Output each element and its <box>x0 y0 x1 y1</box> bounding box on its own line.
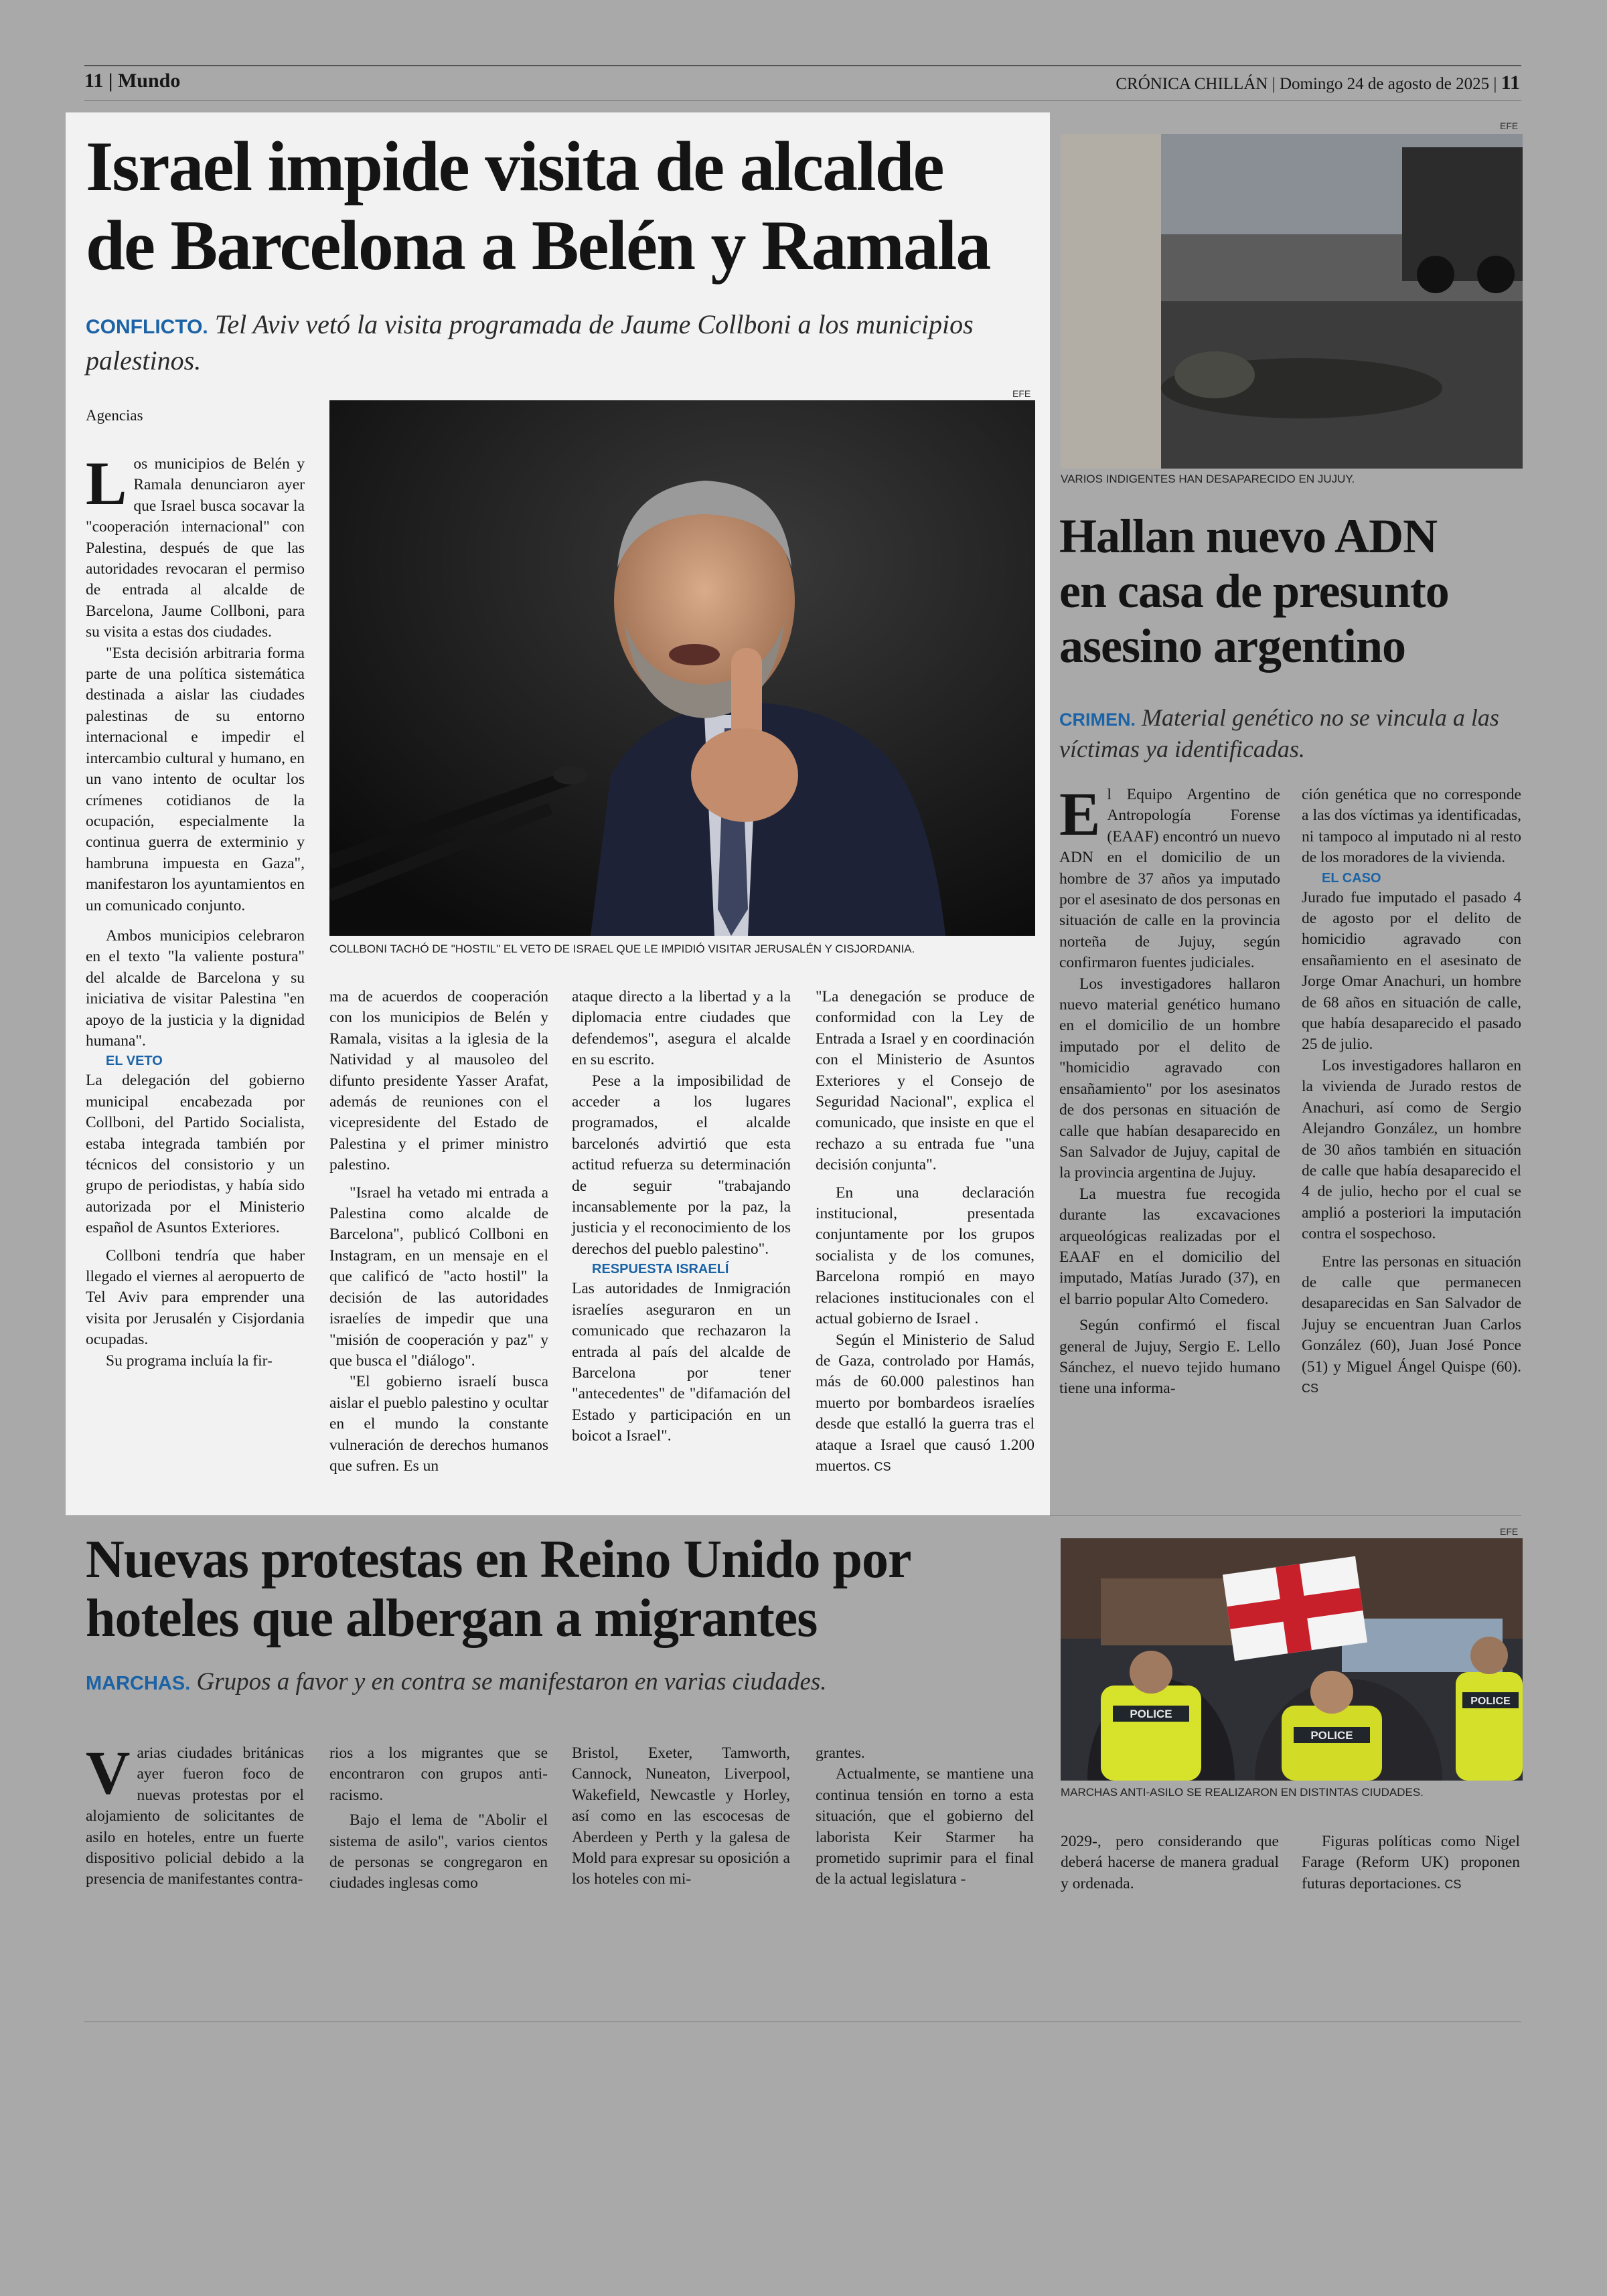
story1-col1-p2: "Esta decisión arbitraria forma parte de una política sistemática destinada a aislar las ciudades palestinas de su entorno internacional e impedir el intercambio cultural y humano, en un vano intento de ocultar los crímenes cotidianos de la ocupación, especialmente la continua guerra de exterminio y hambruna impuesta en Gaza", manifestaron los ayuntamientos en un comunicado conjunto. <box>86 644 305 914</box>
story2-col1-p1 <box>1059 780 1280 974</box>
story2-col1-p2: Los investigadores hallaron nuevo material genético humano en el domicilio de un hombre imputado por el delito de "homicidio agravado con ensañamiento" por los asesinatos de dos personas en situación de calle que habían desaparecido en San Salvador de Jujuy, capital de la provincia argentina de Jujuy. <box>1059 975 1280 1182</box>
story3-column-6 <box>1302 1831 1520 1895</box>
story3-column-3 <box>572 1743 790 1890</box>
story3-subhead-text: Grupos a favor y en contra se manifestaron en varias ciudades. <box>196 1668 827 1696</box>
story2-col2-p4 <box>1302 1252 1521 1400</box>
story2-column-1 <box>1059 780 1280 1400</box>
story3-subhead <box>86 1667 1063 1699</box>
story1-col4-p2: En una declaración institucional, presentada conjuntamente por los grupos socialista y de los comunes, Barcelona rompió en mayo relaciones institucionales con el actual gobierno de Israel . <box>816 1183 1035 1328</box>
collboni-photo-art <box>329 400 1035 936</box>
story1-column-3 <box>572 987 791 1447</box>
jujuy-photo-art <box>1061 134 1523 469</box>
story1-col3-p3: Las autoridades de Inmigración israelíes aseguraron en un comunicado que rechazaron la entrada al país del alcalde de Barcelona por tener "antecedentes" de "difamación del Estado y participación en un boicot a Israel". <box>572 1280 791 1445</box>
folio-sep-1: | <box>1272 75 1280 93</box>
story1-headline <box>86 127 1057 285</box>
story1-column-2 <box>329 987 548 1477</box>
story3-col1-p1 <box>86 1738 304 1890</box>
page-folio-left <box>84 70 180 92</box>
police-label-3: POLICE <box>1470 1696 1511 1707</box>
story3-dropcap: V <box>86 1738 131 1807</box>
folio-separator: | <box>108 70 118 92</box>
jujuy-photo <box>1061 134 1523 469</box>
story2-headline-line1: Hallan nuevo ADN <box>1059 509 1438 563</box>
story2-dropcap: E <box>1059 780 1101 848</box>
story1-byline: Agencias <box>86 407 143 424</box>
story3-col6-p1 <box>1302 1831 1520 1895</box>
story1-column-1 <box>86 449 305 1372</box>
story2-photo-caption: VARIOS INDIGENTES HAN DESAPARECIDO EN JUJUY. <box>1061 473 1355 485</box>
story1-photo-caption: COLLBONI TACHÓ DE "HOSTIL" EL VETO DE ISRAEL QUE LE IMPIDIÓ VISITAR JERUSALÉN Y CISJORDANIA. <box>329 942 915 955</box>
story1-col1-p4: La delegación del gobierno municipal encabezada por Collboni, del Partido Socialista, estaba integrada también por técnicos del consistorio y un grupo de periodistas, y había sido autorizada por el Ministerio español de Asuntos Exteriores. <box>86 1072 305 1237</box>
story1-col1-p1 <box>86 449 305 643</box>
police-label-2: POLICE <box>1310 1729 1353 1742</box>
story2-subhead-text: Material genético no se vincula a las víctimas ya identificadas. <box>1059 704 1499 762</box>
story1-col3-p1: ataque directo a la libertad y a la diplomacia entre ciudades que defendemos", asegura el alcalde en su escrito. <box>572 988 791 1069</box>
section-respuesta-israeli: RESPUESTA ISRAELÍ <box>592 1262 729 1277</box>
section-el-veto: EL VETO <box>106 1054 163 1069</box>
story1-col1-p6: Su programa incluía la fir- <box>106 1351 273 1370</box>
story3-column-1 <box>86 1738 304 1890</box>
story2-col1-p4: Según confirmó el fiscal general de Jujuy, Sergio E. Lello Sánchez, el nuevo tejido humano tiene una informa- <box>1059 1317 1280 1398</box>
paper-name: CRÓNICA CHILLÁN <box>1116 75 1268 93</box>
section-name: Mundo <box>117 70 181 92</box>
story2-col2-p2: Jurado fue imputado el pasado 4 de agosto por el delito de homicidio agravado con ensañamiento en el asesinato de Jorge Omar Anachuri, un hombre de 68 años en situación de calle, que había desaparecido el pasado 25 de julio. <box>1302 888 1521 1054</box>
story2-col2-p4-text: Entre las personas en situación de calle que permanecen desaparecidas en San Salvador de Jujuy se encuentran Juan Carlos González (60), Juan José Ponce (51) y Miguel Ángel Quispe (60). <box>1302 1252 1521 1376</box>
story1-end-mark: CS <box>874 1459 891 1473</box>
story3-kicker: MARCHAS. <box>86 1673 191 1694</box>
page-number-right: 11 <box>1501 72 1520 94</box>
story2-subhead <box>1059 703 1521 764</box>
story3-col2-p2: Bajo el lema de "Abolir el sistema de asilo", varios cientos de personas se congregaron en ciudades inglesas como <box>329 1811 548 1892</box>
story1-col4-p3 <box>816 1330 1035 1478</box>
story2-column-2 <box>1302 785 1521 1399</box>
story1-col4-p1: "La denegación se produce de conformidad con la Ley de Entrada a Israel y en coordinación con el Ministerio de Asuntos Exteriores y el Consejo de Seguridad Nacional", explica el comunicado, que insiste en que el rechazo a su entrada fue "una decisión conjunta". <box>816 988 1035 1174</box>
story3-col5-p1: 2029-, pero considerando que deberá hacerse de manera gradual y ordenada. <box>1061 1833 1279 1892</box>
story3-end-mark: CS <box>1444 1877 1462 1891</box>
story3-headline-line1: Nuevas protestas en Reino Unido por <box>86 1530 911 1589</box>
story3-col4-p1: grantes. <box>816 1744 865 1762</box>
story1-subhead-text: Tel Aviv vetó la visita programada de Jaume Collboni a los municipios palestinos. <box>86 309 974 376</box>
story3-photo-caption: MARCHAS ANTI-ASILO SE REALIZARON EN DISTINTAS CIUDADES. <box>1061 1786 1424 1799</box>
collboni-photo <box>329 400 1035 936</box>
story1-col1-p3: Ambos municipios celebraron en el texto "la valiente postura" del alcalde de Barcelona y su iniciativa de visitar Palestina "en apoyo de la justicia y la dignidad humana". <box>86 926 305 1050</box>
story2-kicker: CRIMEN. <box>1059 710 1136 730</box>
story1-subhead <box>86 308 1030 378</box>
story1-col4-p3-text: Según el Ministerio de Salud de Gaza, controlado por Hamás, más de 60.000 palestinos han muerto por bombardeos israelíes desde que estalló la guerra tras el ataque a Israel que causó 1.200 muertos. <box>816 1331 1035 1475</box>
story3-col1-p1-text: arias ciudades británicas ayer fueron foco de nuevas protestas por el alojamiento de solicitantes de asilo en hoteles, entre un fuerte dispositivo policial debido a la presencia de manifestantes contra- <box>86 1744 304 1888</box>
issue-date: Domingo 24 de agosto de 2025 <box>1279 75 1490 93</box>
story2-end-mark: CS <box>1302 1381 1319 1395</box>
story1-kicker: CONFLICTO. <box>86 316 208 338</box>
story2-col2-p1: ción genética que no corresponde a las dos víctimas ya identificadas, ni tampoco al imputado ni al resto de los moradores de la vivienda. <box>1302 786 1521 867</box>
story1-col2-p2: "Israel ha vetado mi entrada a Palestina como alcalde de Barcelona", publicó Collboni en Instagram, en un mensaje en el que calificó de "acto hostil" la decisión de las autoridades israelíes de impedir que una "misión de cooperación y paz" y que busca el "diálogo". <box>329 1183 548 1370</box>
header-rule-top <box>84 65 1521 66</box>
story1-dropcap: L <box>86 449 127 517</box>
header-rule-bottom <box>84 100 1521 101</box>
story1-column-4 <box>816 987 1035 1477</box>
story3-headline-line2: hoteles que albergan a migrantes <box>86 1589 818 1648</box>
page-folio-right <box>1116 72 1520 94</box>
story2-headline-line2: en casa de presunto <box>1059 564 1449 618</box>
section-el-caso: EL CASO <box>1322 870 1381 886</box>
story1-col1-p1-text: os municipios de Belén y Ramala denunciaron ayer que Israel busca socavar la "cooperación internacional" con Palestina, después de que las autoridades revocaran el permiso de entrada al alcalde de Barcelona, Jaume Collboni, para su visita a estas dos ciudades. <box>86 455 305 641</box>
story3-photo-credit: EFE <box>1500 1526 1519 1537</box>
story1-col1-p5: Collboni tendría que haber llegado el viernes al aeropuerto de Tel Aviv para emprender una visita por Jerusalén y Cisjordania ocupadas. <box>86 1246 305 1349</box>
story2-col2-p3: Los investigadores hallaron en la vivienda de Jurado restos de Anachuri, así como de Sergio Alejandro González, un hombre de 30 años también en situación de calle que había desaparecido el 4 de julio, hecho por el cual se amplió a posteriori la imputación contra el sospechoso. <box>1302 1056 1521 1243</box>
folio-sep-2: | <box>1493 75 1501 93</box>
story1-col2-p1: ma de acuerdos de cooperación con los municipios de Belén y Ramala, visitas a la iglesia de la Natividad y al mausoleo del difunto presidente Yasser Arafat, además de reuniones con el vicepresidente del Estado de Palestina y el primer ministro palestino. <box>329 988 548 1174</box>
story3-column-5 <box>1061 1831 1279 1894</box>
page-number-left: 11 <box>84 70 104 92</box>
story2-col1-p3: La muestra fue recogida durante las excavaciones arqueológicas realizadas por el EAAF en el domicilio del imputado, Matías Jurado (37), en el barrio popular Alto Comedero. <box>1059 1185 1280 1308</box>
story1-headline-line2: de Barcelona a Belén y Ramala <box>86 206 990 284</box>
story-divider <box>66 1515 1521 1516</box>
story3-column-4 <box>816 1743 1034 1890</box>
story2-headline-line3: asesino argentino <box>1059 619 1406 673</box>
story2-photo-credit: EFE <box>1500 120 1519 131</box>
story3-col6-p1-text: Figuras políticas como Nigel Farage (Reform UK) proponen futuras deportaciones. <box>1302 1833 1520 1892</box>
story2-headline <box>1059 509 1528 673</box>
story3-col3-p1: Bristol, Exeter, Tamworth, Cannock, Nuneaton, Liverpool, Wakefield, Newcastle y Horley, así como en las escocesas de Aberdeen y Perth y la galesa de Mold para expresar su oposición a los hoteles con mi- <box>572 1744 790 1888</box>
story1-col2-p3: "El gobierno israelí busca aislar el pueblo palestino y ocultar en el mundo la constante vulneración de derechos humanos que sufren. Es un <box>329 1373 548 1475</box>
story3-col4-p2: Actualmente, se mantiene una continua tensión en torno a esta situación, que el gobierno del laborista Keir Starmer ha prometido suprimir para el final de la actual legislatura - <box>816 1765 1034 1888</box>
story1-col3-p2: Pese a la imposibilidad de acceder a los lugares programados, el alcalde barcelonés advirtió que esta actitud refuerza su determinación de seguir "trabajando incansablemente por la paz, la justicia y el reconocimiento de los derechos del pueblo palestino". <box>572 1072 791 1258</box>
story1-photo-credit: EFE <box>1012 388 1031 399</box>
police-label-1: POLICE <box>1130 1708 1172 1720</box>
story3-headline <box>86 1530 1063 1648</box>
protest-photo <box>1061 1538 1523 1781</box>
protest-photo-art <box>1061 1538 1523 1781</box>
story3-column-2 <box>329 1743 548 1894</box>
story2-col1-p1-text: l Equipo Argentino de Antropología Forense (EAAF) encontró un nuevo ADN en el domicilio de un hombre de 37 años ya imputado por el asesinato de dos personas en situación de calle en la provincia norteña de Jujuy, según confirmaron fuentes judiciales. <box>1059 786 1280 972</box>
story1-headline-line1: Israel impide visita de alcalde <box>86 127 943 206</box>
story3-col2-p1: rios a los migrantes que se encontraron con grupos anti-racismo. <box>329 1744 548 1804</box>
